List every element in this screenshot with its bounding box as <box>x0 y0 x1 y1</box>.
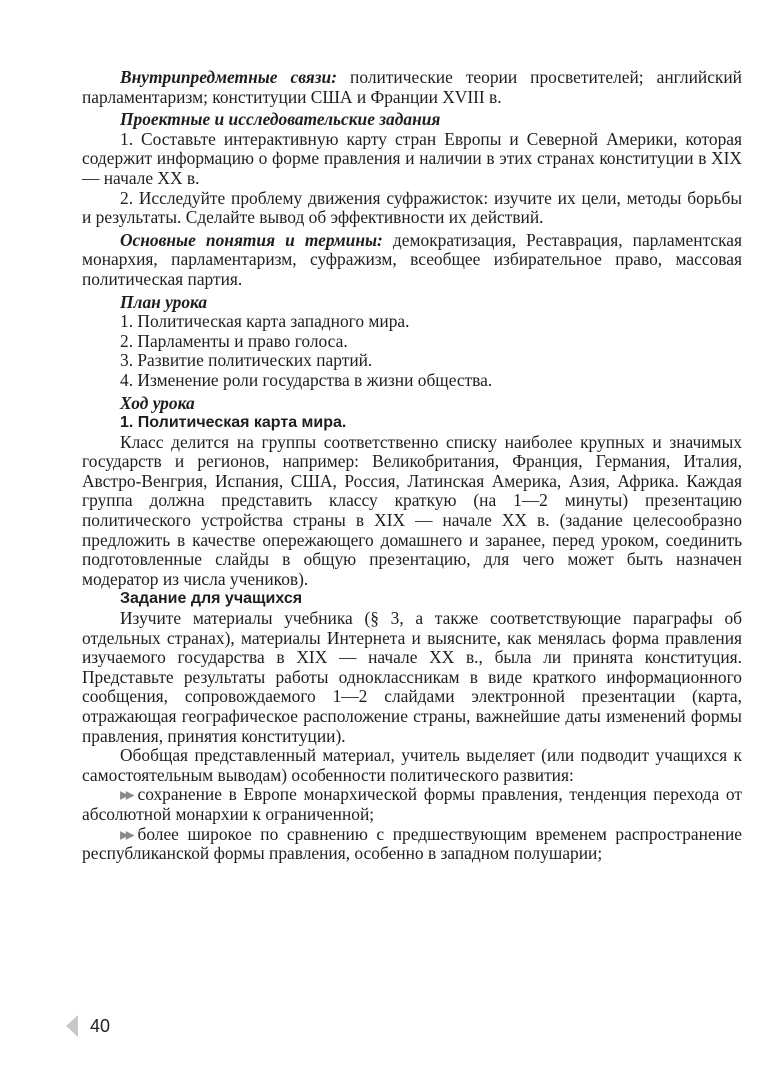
intro-lead: Внутрипредметные связи: <box>120 67 338 87</box>
plan-item: 3. Развитие политических партий. <box>120 350 373 371</box>
projects-heading: Проектные и исследовательские задания <box>120 109 441 130</box>
page-number: 40 <box>90 1015 111 1036</box>
task-heading: Задание для учащихся <box>120 590 303 608</box>
summary-paragraph: Обобщая представленный материал, учитель выделяет (или подводит учащихся к самостоятельным выводам) особенности политического развития: <box>82 745 742 785</box>
project-item: 2. Исследуйте проблему движения суфражисток: изучите их цели, методы борьбы и результаты. Сделайте вывод об эффективности их действий. <box>82 187 742 228</box>
double-arrow-icon: ▸▸ <box>120 784 132 805</box>
triangle-marker-icon <box>66 1015 78 1037</box>
intro-paragraph <box>82 68 742 107</box>
double-arrow-icon: ▸▸ <box>120 823 132 844</box>
plan-item: 4. Изменение роли государства в жизни общества. <box>120 369 493 390</box>
lesson-heading: Ход урока <box>120 392 195 413</box>
plan-item: 2. Парламенты и право голоса. <box>120 330 348 351</box>
plan-item: 1. Политическая карта западного мира. <box>120 311 410 332</box>
bullet-text: сохранение в Европе монархической формы правления, тенденция перехода от абсолютной монархии к ограниченной; <box>82 784 742 824</box>
lesson-section-title: 1. Политическая карта мира. <box>120 414 347 432</box>
task-paragraph: Изучите материалы учебника (§ 3, а также соответствующие параграфы об отдельных странах), материалы Интернета и выясните, как менялась форма правления изучаемого государства в XIX — начале XX в., была ли принята конституция. Представьте результаты работы одноклассникам в виде краткого информационного сообщения, сопровождаемого 1—2 слайдами электронной презентации (карта, отражающая географическое расположение страны, важнейшие даты изменений формы правления, принятия конституции). <box>82 608 742 746</box>
terms-paragraph <box>82 231 742 290</box>
plan-heading: План урока <box>120 291 208 312</box>
intro-text: политические теории просветителей; английский парламентаризм; конституции США и Франции XVIII в. <box>82 67 742 107</box>
terms-text: демократизация, Реставрация, парламентская монархия, парламентаризм, суфражизм, всеобщее избирательное право, массовая политическая партия. <box>82 229 743 289</box>
summary-bullet <box>82 785 742 824</box>
bullet-text: более широкое по сравнению с предшествующим временем распространение республиканской формы правления, особенно в западном полушарии; <box>82 823 742 864</box>
terms-lead: Основные понятия и термины: <box>120 229 383 250</box>
page-footer <box>66 1015 110 1037</box>
page-body <box>82 68 742 864</box>
lesson-paragraph: Класс делится на группы соответственно списку наиболее крупных и значимых государств и регионов, например: Великобритания, Франция, Германия, Италия, Австро-Венгрия, Испания, США, Россия, Латинская Америка, Азия, Африка. Каждая группа должна представить классу краткую (на 1—2 минуты) презентацию политического устройства страны в XIX — начале XX в. (задание целесообразно предложить в качестве опережающего домашнего и заранее, перед уроком, соединить подготовленные слайды в общую презентацию, для чего может быть назначен модератор из числа учеников). <box>82 431 742 589</box>
summary-bullet <box>82 825 742 864</box>
project-item: 1. Составьте интерактивную карту стран Европы и Северной Америки, которая содержит информацию о форме правления и наличии в этих странах конституции в XIX — начале XX в. <box>82 128 742 188</box>
